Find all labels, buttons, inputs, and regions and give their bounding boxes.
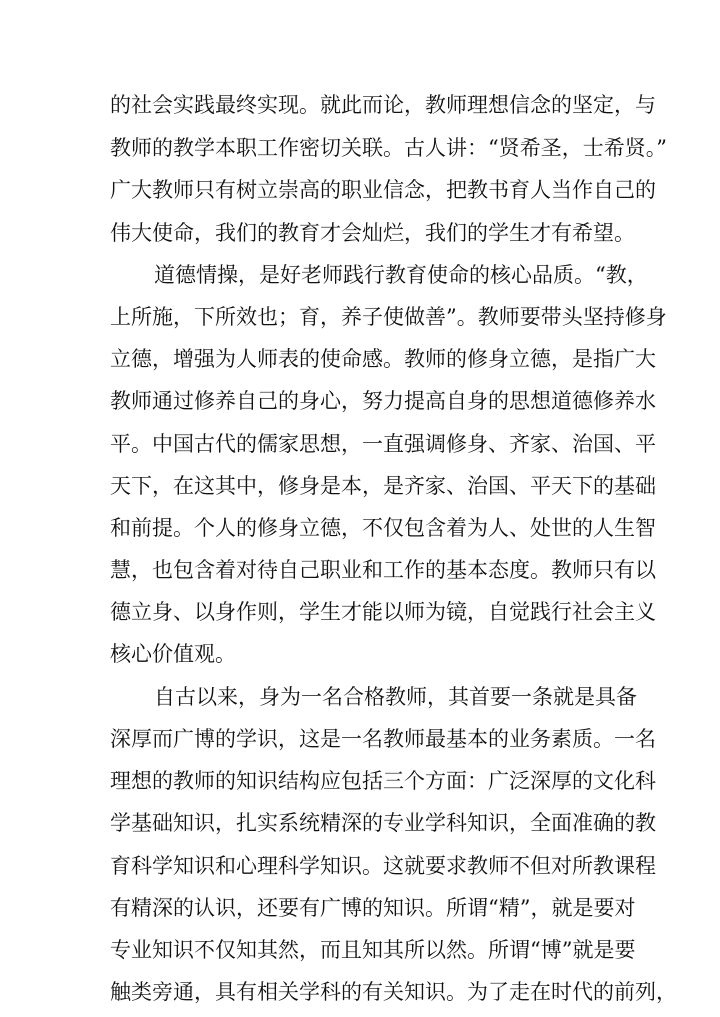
text-line: 和前提。个人的修身立德，不仅包含着为人、处世的人生智 — [110, 516, 656, 540]
text-line: 深厚而广博的学识，这是一名教师最基本的业务素质。一名 — [110, 727, 656, 751]
text-line: 教师通过修养自己的身心，努力提高自身的思想道德修养水 — [110, 389, 656, 413]
text-line: 立德，增强为人师表的使命感。教师的修身立德，是指广大 — [110, 347, 656, 371]
text-line: 的社会实践最终实现。就此而论，教师理想信念的坚定，与 — [110, 93, 656, 117]
text-line: 德立身、以身作则，学生才能以师为镜，自觉践行社会主义 — [110, 600, 656, 624]
text-line: 核心价值观。 — [110, 642, 236, 666]
paragraph-first-line: 道德情操，是好老师践行教育使命的核心品质。“教， — [154, 263, 648, 287]
text-line: 天下，在这其中，修身是本，是齐家、治国、平天下的基础 — [110, 474, 656, 498]
text-line: 平。中国古代的儒家思想，一直强调修身、齐家、治国、平 — [110, 432, 656, 456]
text-line: 伟大使命，我们的教育才会灿烂，我们的学生才有希望。 — [110, 221, 635, 245]
paragraph-first-line: 自古以来，身为一名合格教师，其首要一条就是具备 — [154, 685, 637, 709]
text-line: 教师的教学本职工作密切关联。古人讲：“贤希圣，士希贤。” — [110, 136, 667, 160]
text-line: 理想的教师的知识结构应包括三个方面：广泛深厚的文化科 — [110, 769, 656, 793]
text-line: 慧，也包含着对待自己职业和工作的基本态度。教师只有以 — [110, 558, 656, 582]
text-line: 上所施，下所效也；育，养子使做善”。教师要带头坚持修身 — [110, 305, 667, 329]
text-line: 广大教师只有树立崇高的职业信念，把教书育人当作自己的 — [110, 178, 656, 202]
text-line: 有精深的认识，还要有广博的知识。所谓“精”，就是要对 — [110, 896, 636, 920]
text-line: 专业知识不仅知其然，而且知其所以然。所谓“博”就是要 — [110, 938, 636, 962]
text-line: 育科学知识和心理科学知识。这就要求教师不但对所教课程 — [110, 854, 656, 878]
text-line: 触类旁通，具有相关学科的有关知识。为了走在时代的前列， — [110, 980, 677, 1004]
text-line: 学基础知识，扎实系统精深的专业学科知识，全面准确的教 — [110, 811, 656, 835]
